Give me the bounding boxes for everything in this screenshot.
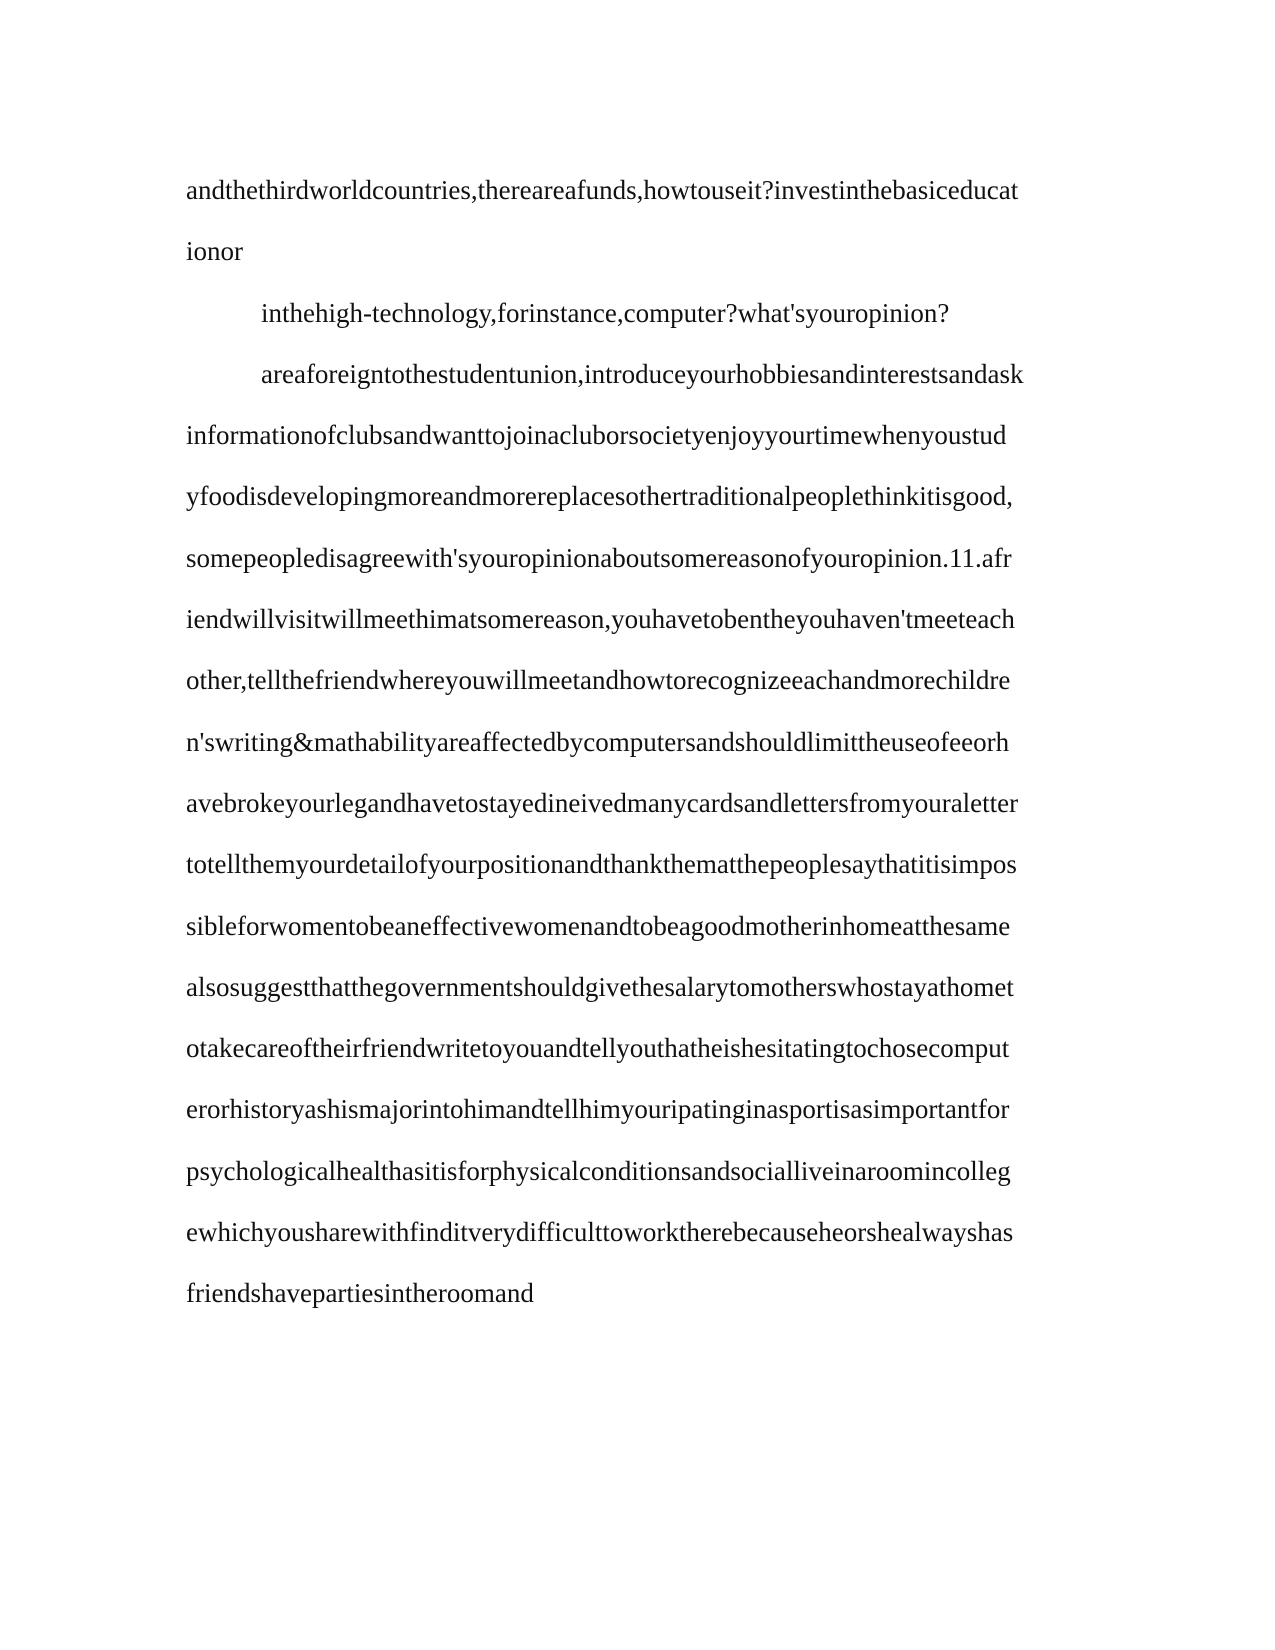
text-line: somepeopledisagreewith'syouropinionaboutsomereasonofyouropinion.11.afr xyxy=(186,542,1012,573)
text-line: areaforeigntothestudentunion,introduceyourhobbiesandinterestsandask xyxy=(261,358,1024,389)
text-line: iendwillvisitwillmeethimatsomereason,youhavetobentheyouhaven'tmeeteach xyxy=(186,604,1015,635)
text-line: yfoodisdevelopingmoreandmorereplacesothertraditionalpeoplethinkitisgood, xyxy=(186,481,1014,512)
text-line: sibleforwomentobeaneffectivewomenandtobeagoodmotherinhomeatthesame xyxy=(186,910,1011,941)
text-line: totellthemyourdetailofyourpositionandthankthematthepeoplesaythatitisimpos xyxy=(186,849,1017,880)
text-line: other,tellthefriendwhereyouwillmeetandhowtorecognizeeachandmorechildre xyxy=(186,665,1011,696)
text-line: ionor xyxy=(186,236,243,267)
text-line: erorhistoryashismajorintohimandtellhimyouripatinginasportisasimportantfor xyxy=(186,1094,1010,1125)
text-line: informationofclubsandwanttojoinacluborsocietyenjoyyourtimewhenyoustud xyxy=(186,420,1007,451)
text-line: andthethirdworldcountries,thereareafunds,howtouseit?investinthebasiceducat xyxy=(186,175,1019,205)
text-line: ewhichyousharewithfinditverydifficulttoworktherebecauseheorshealwayshas xyxy=(186,1217,1014,1248)
document-body xyxy=(186,160,1086,1325)
text-line: otakecareoftheirfriendwritetoyouandtellyouthatheishesitatingtochosecomput xyxy=(186,1033,1010,1064)
text-line: alsosuggestthatthegovernmentshouldgivethesalarytomotherswhostayathomet xyxy=(186,971,1014,1002)
text-line: psychologicalhealthasitisforphysicalconditionsandsocialliveinaroomincolleg xyxy=(186,1155,1011,1186)
text-line: inthehigh-technology,forinstance,computer?what'syouropinion? xyxy=(261,297,950,328)
text-line: n'swriting&mathabilityareaffectedbycomputersandshouldlimittheuseofeeorh xyxy=(186,726,1010,757)
text-line: friendshavepartiesintheroomand xyxy=(186,1278,534,1309)
text-line: avebrokeyourlegandhavetostayedineivedmanycardsandlettersfromyouraletter xyxy=(186,787,1019,818)
